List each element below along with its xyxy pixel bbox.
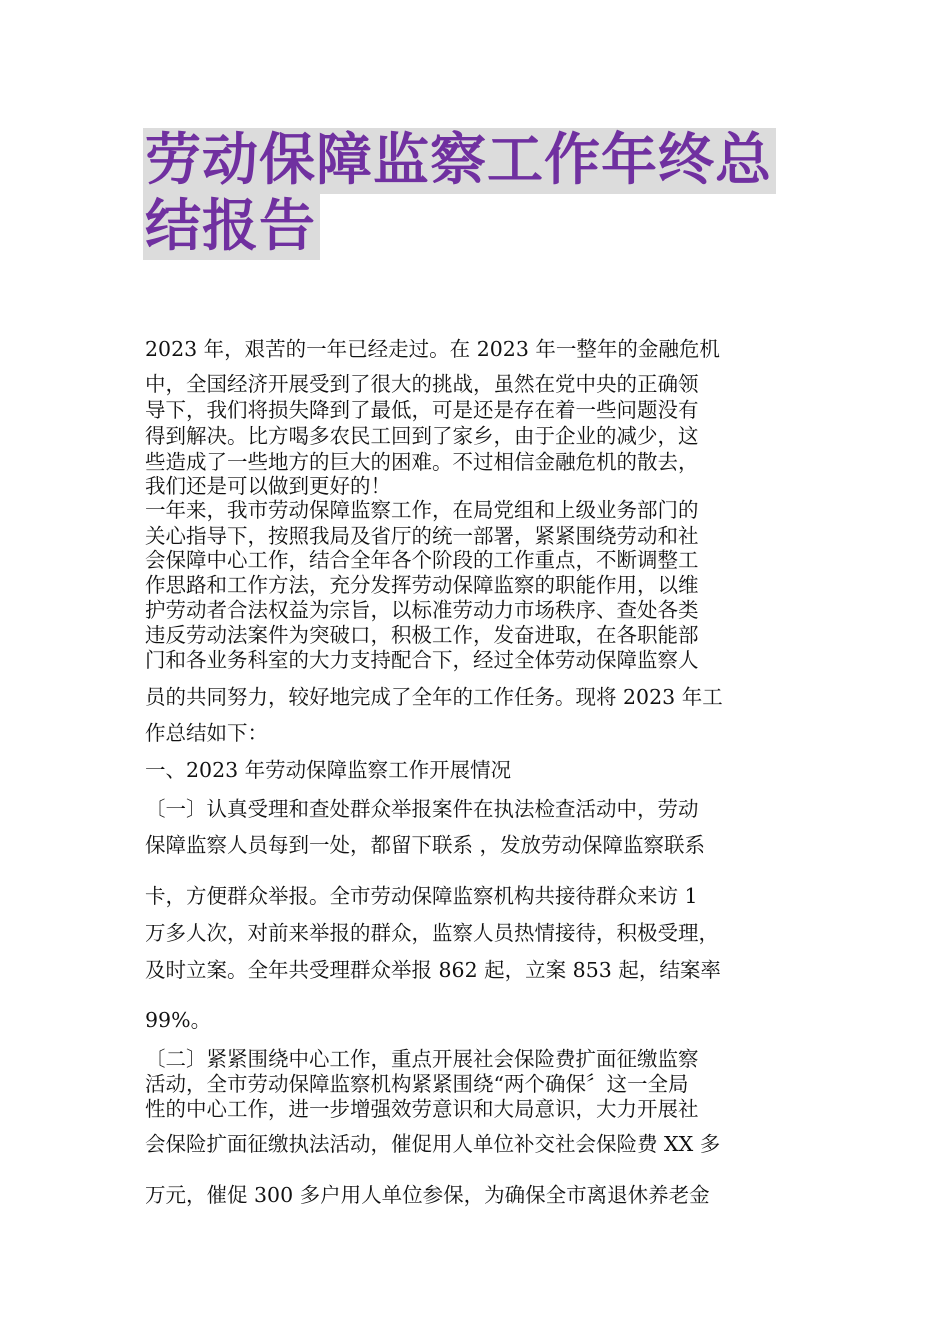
title-line-2: 结报告: [143, 194, 320, 260]
paragraph-line: 违反劳动法案件为突破口，积极工作，发奋进取，在各职能部: [145, 623, 699, 647]
paragraph-line: 2023 年，艰苦的一年已经走过。在 2023 年一整年的金融危机: [145, 337, 720, 361]
paragraph-line: 〔一〕认真受理和查处群众举报案件在执法检查活动中，劳动: [145, 797, 699, 821]
paragraph-line: 保障监察人员每到一处，都留下联系 ，发放劳动保障监察联系: [145, 833, 706, 857]
paragraph-line: 卡，方便群众举报。全市劳动保障监察机构共接待群众来访 1: [145, 884, 698, 908]
paragraph-line: 作总结如下：: [145, 721, 268, 745]
paragraph-line: 护劳动者合法权益为宗旨，以标准劳动力市场秩序、查处各类: [145, 598, 699, 622]
paragraph-line: 会保险扩面征缴执法活动，催促用人单位补交社会保险费 XX 多: [145, 1132, 721, 1156]
paragraph-line: 活动，全市劳动保障监察机构紧紧围绕“两个确保〞这一全局: [145, 1072, 689, 1096]
paragraph-line: 万元，催促 300 多户用人单位参保，为确保全市离退休养老金: [145, 1183, 710, 1207]
section-heading: 一、2023 年劳动保障监察工作开展情况: [145, 758, 512, 782]
paragraph-line: 及时立案。全年共受理群众举报 862 起，立案 853 起，结案率: [145, 958, 721, 982]
paragraph-line: 得到解决。比方喝多农民工回到了家乡，由于企业的减少，这: [145, 424, 699, 448]
paragraph-line: 导下，我们将损失降到了最低，可是还是存在着一些问题没有: [145, 398, 699, 422]
paragraph-line: 些造成了一些地方的巨大的困难。不过相信金融危机的散去，: [145, 450, 699, 474]
paragraph-line: 一年来，我市劳动保障监察工作，在局党组和上级业务部门的: [145, 498, 699, 522]
paragraph-line: 万多人次，对前来举报的群众，监察人员热情接待，积极受理，: [145, 921, 719, 945]
document-title: [143, 128, 823, 260]
paragraph-line: 会保障中心工作，结合全年各个阶段的工作重点，不断调整工: [145, 548, 699, 572]
paragraph-line: 我们还是可以做到更好的！: [145, 474, 391, 498]
paragraph-line: 门和各业务科室的大力支持配合下，经过全体劳动保障监察人: [145, 648, 699, 672]
paragraph-line: 员的共同努力，较好地完成了全年的工作任务。现将 2023 年工: [145, 685, 723, 709]
paragraph-line: 关心指导下，按照我局及省厅的统一部署，紧紧围绕劳动和社: [145, 524, 699, 548]
paragraph-line: 性的中心工作，进一步增强效劳意识和大局意识，大力开展社: [145, 1097, 699, 1121]
paragraph-line: 99%。: [145, 1008, 212, 1032]
paragraph-line: 中，全国经济开展受到了很大的挑战，虽然在党中央的正确领: [145, 372, 699, 396]
paragraph-line: 〔二〕紧紧围绕中心工作，重点开展社会保险费扩面征缴监察: [145, 1047, 699, 1071]
paragraph-line: 作思路和工作方法，充分发挥劳动保障监察的职能作用，以维: [145, 573, 699, 597]
title-line-1: 劳动保障监察工作年终总: [143, 128, 776, 194]
